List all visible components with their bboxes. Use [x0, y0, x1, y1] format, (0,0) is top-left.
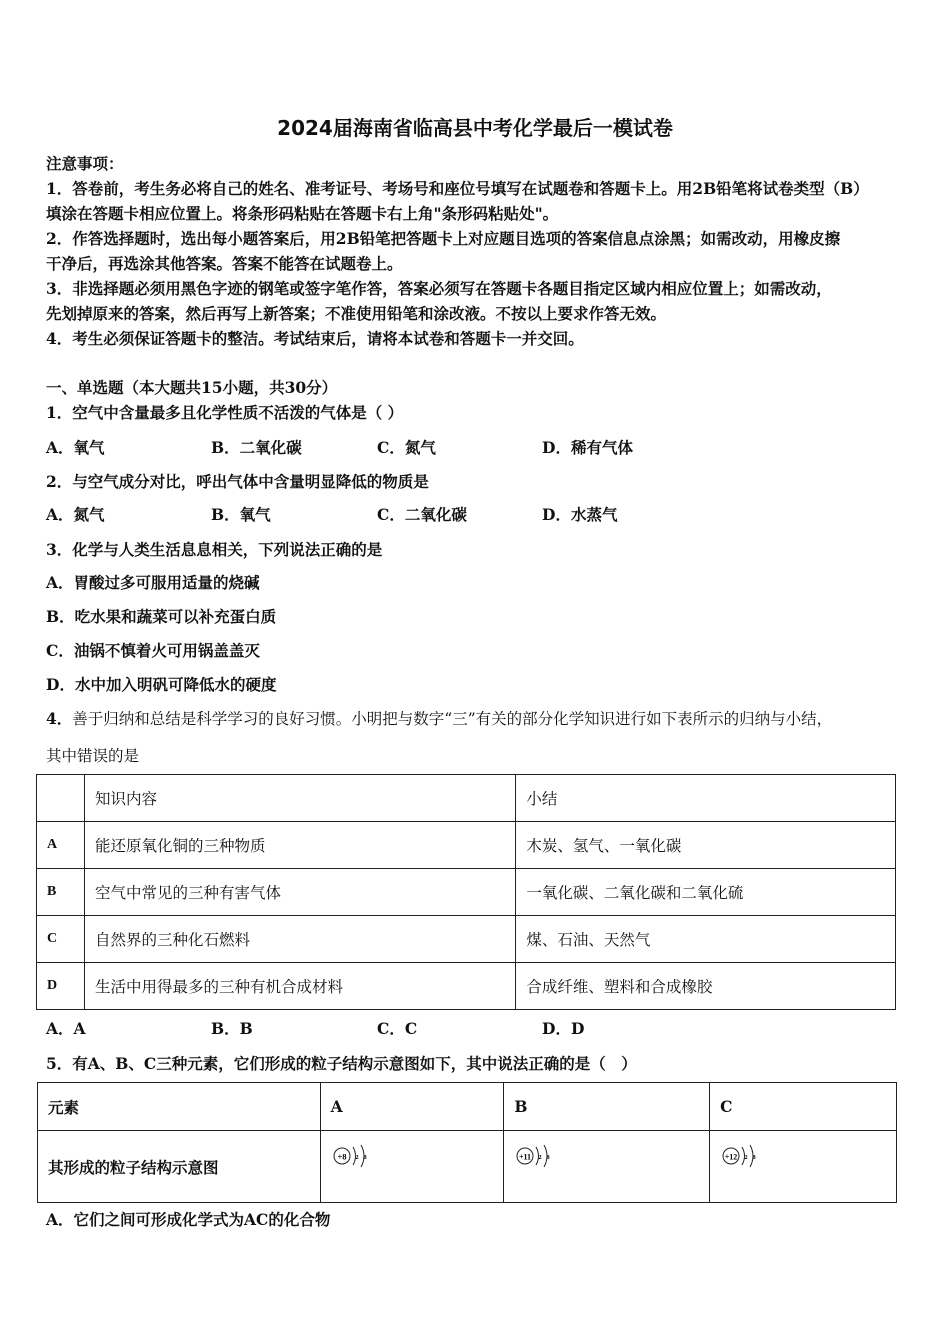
notice-line: 填涂在答题卡相应位置上。将条形码粘贴在答题卡右上角"条形码粘贴处"。	[46, 204, 559, 223]
shell-2-electrons: 8	[546, 1154, 551, 1161]
particle-diagram-a	[320, 1131, 504, 1203]
table-header-row	[37, 775, 896, 822]
table-header-cell: 元素	[38, 1083, 321, 1131]
table-header-cell: C	[710, 1083, 897, 1131]
q3-option-c: C．油锅不慎着火可用锅盖盖灭	[46, 641, 260, 660]
q5-option-a: A．它们之间可形成化学式为AC的化合物	[46, 1210, 331, 1229]
notice-line: 1．答卷前，考生务必将自己的姓名、准考证号、考场号和座位号填写在试题卷和答题卡上。用2B铅笔将试卷类型（B）	[46, 179, 869, 198]
question-4-stem	[46, 707, 832, 729]
table-row	[37, 963, 896, 1010]
table-header-cell: A	[320, 1083, 504, 1131]
table-header-cell	[37, 775, 85, 822]
q1-option-c: C．氮气	[377, 438, 436, 457]
table-row	[37, 822, 896, 869]
question-3-stem: 3．化学与人类生活息息相关，下列说法正确的是	[46, 540, 383, 559]
q4-option-d: D．D	[542, 1019, 585, 1038]
table-cell: 合成纤维、塑料和合成橡胶	[516, 963, 896, 1010]
q4-stem-continued: 其中错误的是	[46, 747, 140, 765]
q2-option-c: C．二氧化碳	[377, 505, 467, 524]
notice-line: 干净后，再选涂其他答案。答案不能答在试题卷上。	[46, 254, 403, 273]
q4-stem-text: 善于归纳和总结是科学学习的良好习惯。小明把与数字“三”有关的部分化学知识进行如下表所示的归纳与小结，	[72, 710, 833, 728]
nucleus-charge: +8	[337, 1151, 347, 1162]
table-cell: D	[37, 963, 85, 1010]
table-cell: A	[37, 822, 85, 869]
q2-option-d: D．水蒸气	[542, 505, 618, 524]
question-1-stem: 1．空气中含量最多且化学性质不活泼的气体是（ ）	[46, 403, 404, 422]
table-header-cell: B	[504, 1083, 710, 1131]
notice-line: 3．非选择题必须用黑色字迹的钢笔或签字笔作答，答案必须写在答题卡各题目指定区域内相应位置上；如需改动，	[46, 279, 832, 298]
notice-line: 4．考生必须保证答题卡的整洁。考试结束后，请将本试卷和答题卡一并交回。	[46, 329, 584, 348]
table-row	[37, 869, 896, 916]
q4-number: 4．	[46, 709, 73, 728]
shell-2-electrons: 8	[752, 1154, 756, 1161]
q4-option-a: A．A	[46, 1019, 86, 1038]
notice-line: 先划掉原来的答案，然后再写上新答案；不准使用铅笔和涂改液。不按以上要求作答无效。	[46, 304, 667, 323]
q2-option-b: B．氧气	[211, 505, 271, 524]
q1-option-a: A．氧气	[46, 438, 105, 457]
table-cell: 其形成的粒子结构示意图	[38, 1131, 321, 1203]
q3-option-a: A．胃酸过多可服用适量的烧碱	[46, 573, 260, 592]
shell-1-electrons: 2	[744, 1154, 748, 1161]
q1-option-b: B．二氧化碳	[211, 438, 302, 457]
q4-option-b: B．B	[211, 1019, 253, 1038]
nucleus-charge: +12	[724, 1152, 738, 1162]
table-cell: 煤、石油、天然气	[516, 916, 896, 963]
q4-knowledge-table	[36, 774, 896, 1010]
q5-element-table	[37, 1082, 897, 1203]
q1-option-d: D．稀有气体	[542, 438, 633, 457]
q3-option-b: B．吃水果和蔬菜可以补充蛋白质	[46, 607, 277, 626]
atom-structure-icon	[514, 1141, 558, 1173]
table-cell: B	[37, 869, 85, 916]
particle-diagram-b	[504, 1131, 710, 1203]
q2-option-a: A．氮气	[46, 505, 105, 524]
table-cell: 空气中常见的三种有害气体	[84, 869, 515, 916]
shell-1-electrons: 2	[354, 1154, 359, 1161]
table-header-cell: 小结	[516, 775, 896, 822]
notice-heading: 注意事项：	[46, 154, 124, 173]
atom-structure-icon	[331, 1141, 375, 1173]
table-header-row	[38, 1083, 897, 1131]
particle-diagram-c	[710, 1131, 897, 1203]
table-cell: C	[37, 916, 85, 963]
q4-option-c: C．C	[377, 1019, 418, 1038]
nucleus-charge: +11	[519, 1152, 532, 1162]
table-cell: 生活中用得最多的三种有机合成材料	[84, 963, 515, 1010]
table-cell: 一氧化碳、二氧化碳和二氧化硫	[516, 869, 896, 916]
atom-structure-icon	[720, 1141, 764, 1173]
shell-1-electrons: 2	[538, 1154, 543, 1161]
section-heading: 一、单选题（本大题共15小题，共30分）	[46, 378, 338, 397]
table-cell: 能还原氧化铜的三种物质	[84, 822, 515, 869]
table-row	[38, 1131, 897, 1203]
table-header-cell: 知识内容	[84, 775, 515, 822]
table-row	[37, 916, 896, 963]
notice-line: 2．作答选择题时，选出每小题答案后，用2B铅笔把答题卡上对应题目选项的答案信息点涂黑；如需改动，用橡皮擦	[46, 229, 841, 248]
shell-2-electrons: 8	[362, 1154, 367, 1161]
table-cell: 木炭、氢气、一氧化碳	[516, 822, 896, 869]
question-2-stem: 2．与空气成分对比，呼出气体中含量明显降低的物质是	[46, 472, 429, 491]
q3-option-d: D．水中加入明矾可降低水的硬度	[46, 675, 277, 694]
table-cell: 自然界的三种化石燃料	[84, 916, 515, 963]
question-5-stem: 5．有A、B、C三种元素，它们形成的粒子结构示意图如下，其中说法正确的是（ ）	[46, 1054, 637, 1073]
page-title: 2024届海南省临高县中考化学最后一模试卷	[277, 116, 673, 140]
